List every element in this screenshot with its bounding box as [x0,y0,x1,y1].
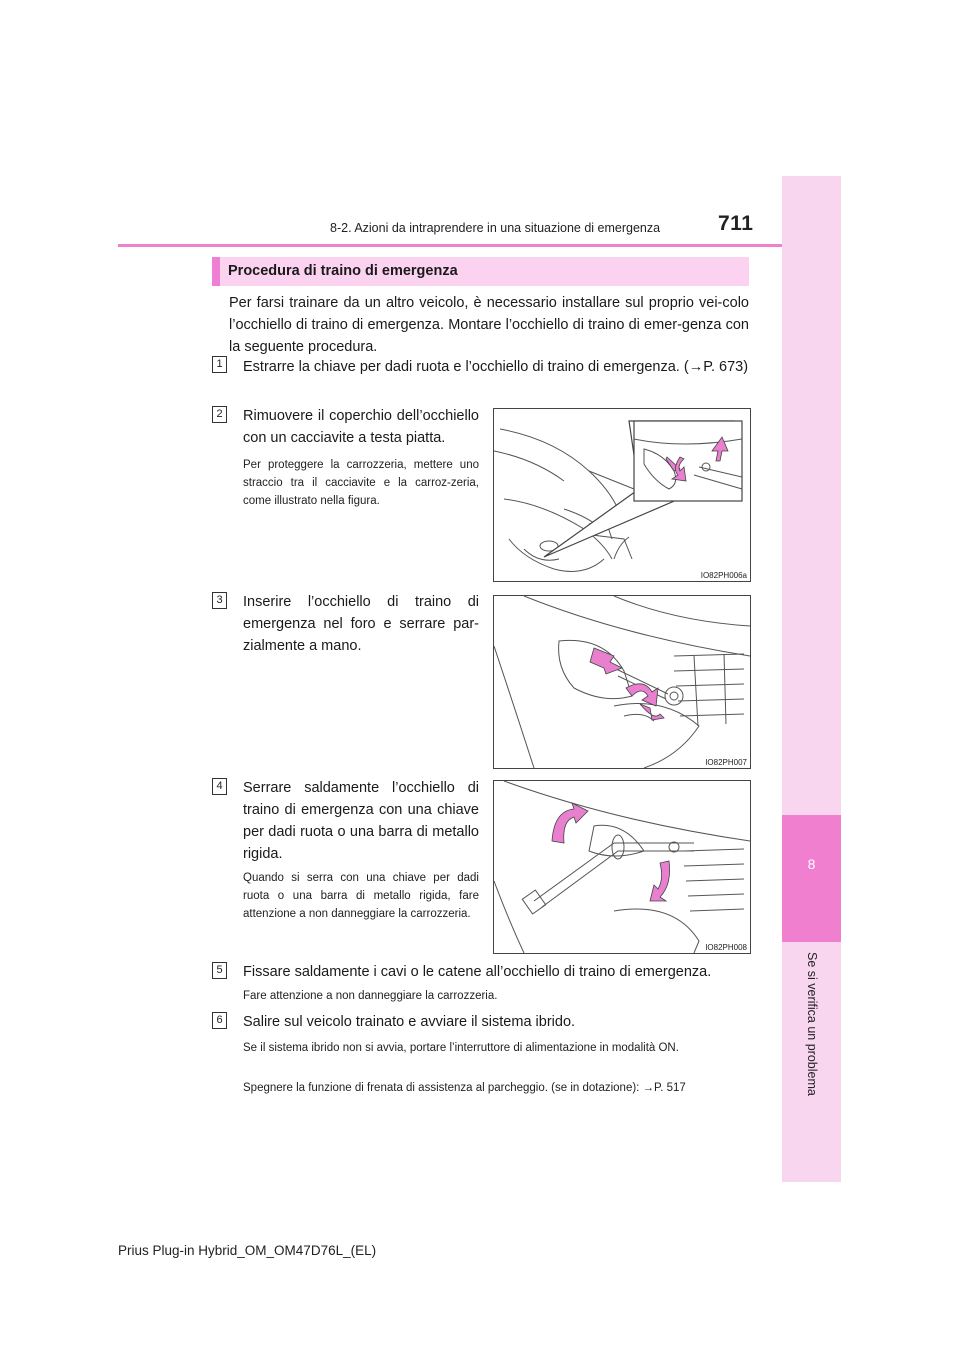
chapter-number: 8 [807,856,816,872]
footer-document-id: Prius Plug-in Hybrid_OM_OM47D76L_(EL) [118,1243,377,1258]
figure-remove-cover [493,408,751,582]
step-number-3: 3 [212,592,227,609]
step-number-6: 6 [212,1012,227,1029]
step-5-note: Fare attenzione a non danneggiare la carrozzeria. [243,990,498,1002]
chapter-title: Se si verifica un problema [805,952,819,1096]
step-5-text: Fissare saldamente i cavi o le catene all’occhiello di traino di emergenza. [243,964,712,980]
figure-code-3: IO82PH008 [705,943,747,952]
figure-code-2: IO82PH007 [705,758,747,767]
section-title: Procedura di traino di emergenza [228,263,458,279]
figure-tighten-eyelet [493,780,751,954]
step-1-text: Estrarre la chiave per dadi ruota e l’occhiello di traino di emergenza. (→P. 673) [243,359,749,375]
step-number-5: 5 [212,962,227,979]
step-number-1: 1 [212,356,227,373]
chapter-number-box [782,815,841,942]
step-number-4: 4 [212,778,227,795]
step-6-note: Se il sistema ibrido non si avvia, portare l’interruttore di alimentazione in modalità ON. [243,1042,679,1054]
header-rule [118,244,840,247]
header-section-title: 8-2. Azioni da intraprendere in una situazione di emergenza [330,221,661,235]
intro-paragraph: Per farsi trainare da un altro veicolo, è necessario installare sul proprio vei-colo l’occhiello di traino di emergenza. Montare l’occhiello di traino di emer-genza con la seguente procedura. [229,295,749,355]
step-6-note-parking: Spegnere la funzione di frenata di assistenza al parcheggio. (se in dotazione): →P. 517 [243,1082,686,1094]
step-3-text: Inserire l’occhiello di traino di emergenza nel foro e serrare par-zialmente a mano. [243,594,479,654]
figure-code-1: IO82PH006a [700,571,747,580]
step-2-text: Rimuovere il coperchio dell’occhiello con un cacciavite a testa piatta. [243,408,479,446]
step-4-note: Quando si serra con una chiave per dadi ruota o una barra di metallo rigida, fare attenzione a non danneggiare la carrozzeria. [243,872,479,920]
step-number-2: 2 [212,406,227,423]
section-heading-accent [212,257,220,286]
car-front-cover-illustration [494,409,750,581]
step-4-text: Serrare saldamente l’occhiello di traino di emergenza con una chiave per dadi ruota o una barra di metallo rigida. [243,780,479,862]
eyelet-insertion-illustration [494,596,750,768]
step-6-text: Salire sul veicolo trainato e avviare il sistema ibrido. [243,1014,576,1030]
wrench-tightening-illustration [494,781,750,953]
figure-insert-eyelet [493,595,751,769]
step-2-note: Per proteggere la carrozzeria, mettere uno straccio tra il cacciavite e la carroz-zeria, come illustrato nella figura. [243,459,479,507]
page-number: 711 [718,212,754,235]
